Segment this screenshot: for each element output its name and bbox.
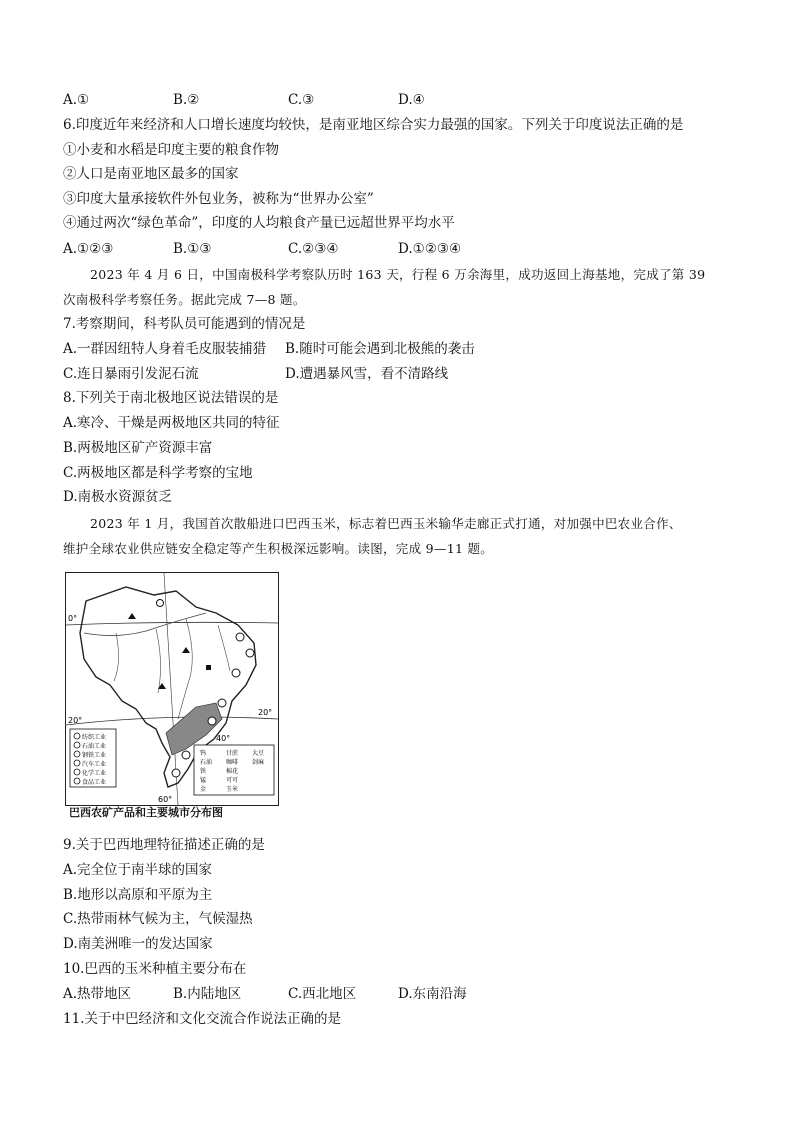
legend-tungsten: 钨 xyxy=(200,750,207,757)
map-frame xyxy=(65,572,279,806)
legend-chemical: 化学工业 xyxy=(82,770,107,777)
q10-option-b: B.内陆地区 xyxy=(173,986,242,1002)
q8-stem: 8.下列关于南北极地区说法错误的是 xyxy=(63,390,279,406)
brazil-map xyxy=(66,573,278,805)
q10-option-c: C.西北地区 xyxy=(288,986,357,1002)
q10-option-d: D.东南沿海 xyxy=(398,986,467,1002)
legend-textile: 纺织工业 xyxy=(82,734,107,741)
passage2-line-1: 2023 年 1 月，我国首次散船进口巴西玉米，标志着巴西玉米输华走廊正式打通，对加强中巴农业合作、 xyxy=(90,516,682,531)
passage1-line-1: 2023 年 4 月 6 日，中国南极科学考察队历时 163 天，行程 6 万余海里，成功返回上海基地，完成了第 39 xyxy=(90,267,706,282)
q6-option-a: A.①②③ xyxy=(63,241,114,257)
legend-iron: 铁 xyxy=(200,768,207,775)
lon-label-40: 40° xyxy=(216,734,231,743)
q6-option-d: D.①②③④ xyxy=(398,241,462,257)
legend-oil: 石油 xyxy=(200,759,213,766)
river-branch-1 xyxy=(114,633,119,681)
river-branch-2 xyxy=(156,629,161,693)
legend-auto: 汽车工业 xyxy=(82,761,107,768)
q7-option-a: A.一群因纽特人身着毛皮服装捕猎 xyxy=(63,341,267,357)
passage1-line-2: 次南极科学考察任务。据此完成 7—8 题。 xyxy=(63,292,306,307)
q6-statement-1: ①小麦和水稻是印度主要的粮食作物 xyxy=(63,142,279,158)
q10-stem: 10.巴西的玉米种植主要分布在 xyxy=(63,961,247,977)
city-marker xyxy=(208,717,216,725)
legend-cotton: 棉花 xyxy=(226,768,239,775)
q9-stem: 9.关于巴西地理特征描述正确的是 xyxy=(63,837,265,853)
q7-option-d: D.遭遇暴风雪，看不清路线 xyxy=(285,366,449,382)
q6-statement-2: ②人口是南亚地区最多的国家 xyxy=(63,166,239,182)
q5-option-d: D.④ xyxy=(398,92,425,108)
q6-statement-3: ③印度大量承接软件外包业务，被称为“世界办公室” xyxy=(63,191,374,207)
city-marker xyxy=(218,699,226,707)
figure-caption: 巴西农矿产品和主要城市分布图 xyxy=(69,806,223,819)
legend-soybean: 大豆 xyxy=(252,750,265,757)
river-branch-3 xyxy=(178,619,192,719)
q7-option-b: B.随时可能会遇到北极熊的袭击 xyxy=(285,341,475,357)
lat-label-20-right: 20° xyxy=(258,708,273,717)
q11-stem: 11.关于中巴经济和文化交流合作说法正确的是 xyxy=(63,1011,341,1027)
legend-sisal: 剑麻 xyxy=(252,759,265,766)
legend-corn: 玉米 xyxy=(226,786,239,793)
legend-steel: 钢铁工业 xyxy=(82,752,107,759)
q10-option-a: A.热带地区 xyxy=(63,986,132,1002)
city-marker xyxy=(246,649,254,657)
legend-manganese: 锰 xyxy=(200,777,207,784)
mineral-symbol xyxy=(182,647,190,653)
q6-statement-4: ④通过两次“绿色革命”，印度的人均粮食产量已远超世界平均水平 xyxy=(63,215,455,231)
tropic-line xyxy=(66,717,278,725)
city-marker xyxy=(236,633,244,641)
legend-food: 食品工业 xyxy=(82,779,107,786)
legend-cocoa: 可可 xyxy=(226,777,239,784)
lat-label-20-left: 20° xyxy=(68,716,83,725)
city-marker xyxy=(232,669,240,677)
q7-stem: 7.考察期间，科考队员可能遇到的情况是 xyxy=(63,316,306,332)
q8-option-a: A.寒冷、干燥是两极地区共同的特征 xyxy=(63,415,280,431)
q5-option-c: C.③ xyxy=(288,92,315,108)
lon-label-60: 60° xyxy=(158,795,173,804)
q7-option-c: C.连日暴雨引发泥石流 xyxy=(63,366,199,382)
legend-gold: 金 xyxy=(200,786,207,793)
q8-option-c: C.两极地区都是科学考察的宝地 xyxy=(63,465,253,481)
passage2-line-2: 维护全球农业供应链安全稳定等产生积极深远影响。读图，完成 9—11 题。 xyxy=(63,541,494,556)
q9-option-a: A.完全位于南半球的国家 xyxy=(63,862,213,878)
q9-option-d: D.南美洲唯一的发达国家 xyxy=(63,936,213,952)
q9-option-c: C.热带雨林气候为主，气候湿热 xyxy=(63,911,253,927)
legend-petroleum-industry: 石油工业 xyxy=(82,743,107,750)
city-marker xyxy=(182,751,190,759)
mineral-symbol xyxy=(206,665,211,670)
river-branch-4 xyxy=(218,625,230,671)
q6-stem: 6.印度近年来经济和人口增长速度均较快，是南亚地区综合实力最强的国家。下列关于印度说法正确的是 xyxy=(63,117,684,133)
legend-coffee: 咖啡 xyxy=(226,759,239,766)
q8-option-b: B.两极地区矿产资源丰富 xyxy=(63,440,213,456)
lat-label-0: 0° xyxy=(68,614,78,623)
q6-option-b: B.①③ xyxy=(173,241,212,257)
mineral-symbol xyxy=(128,613,136,619)
q8-option-d: D.南极水资源贫乏 xyxy=(63,489,173,505)
legend-sugarcane: 甘蔗 xyxy=(226,750,239,757)
q5-option-b: B.② xyxy=(173,92,200,108)
city-marker xyxy=(157,600,164,607)
q9-option-b: B.地形以高原和平原为主 xyxy=(63,887,213,903)
q6-option-c: C.②③④ xyxy=(288,241,339,257)
q5-option-a: A.① xyxy=(63,92,90,108)
city-marker xyxy=(172,769,180,777)
brazil-map-figure xyxy=(65,572,279,817)
